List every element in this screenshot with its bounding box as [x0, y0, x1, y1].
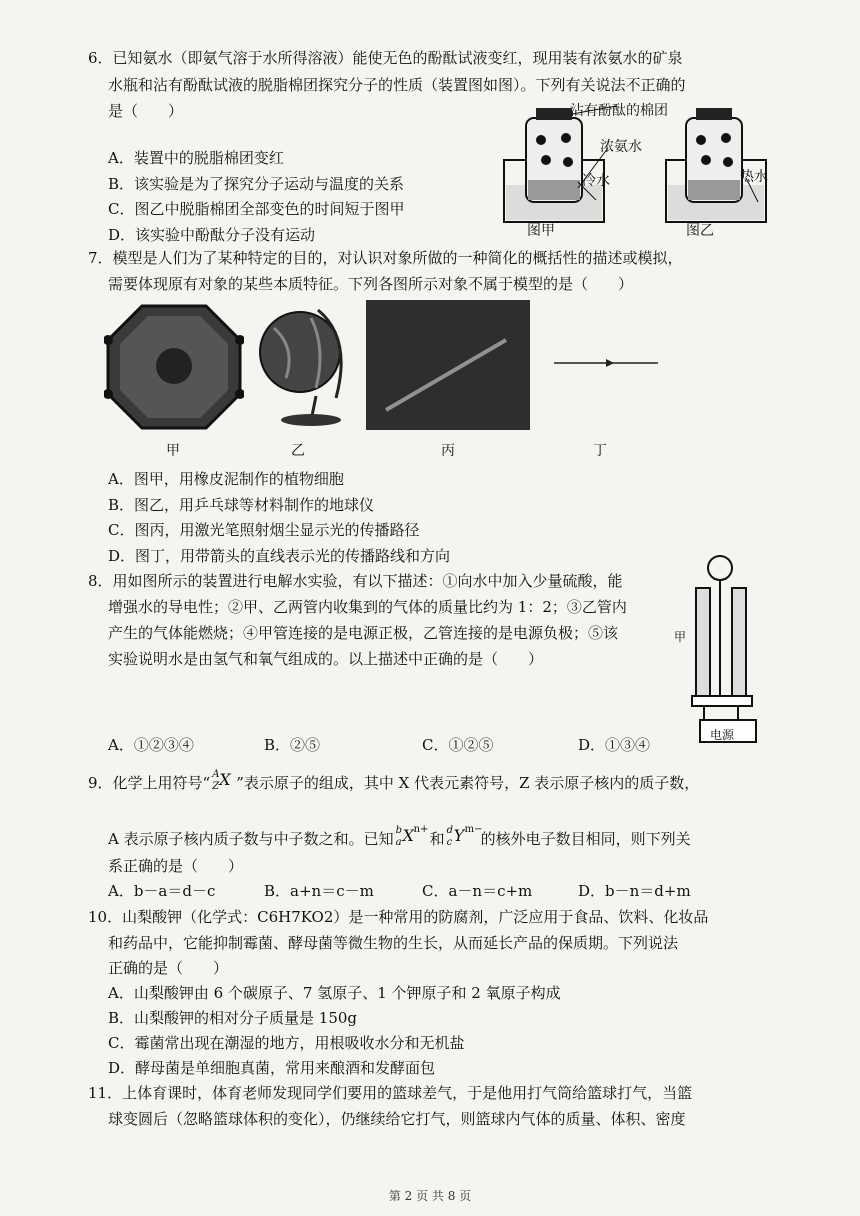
q9-line-1-end: ”表示原子的组成，其中 X 代表元素符号，Z 表示原子核内的质子数， [236, 774, 700, 792]
q7-option-b: B．图乙，用乒乓球等材料制作的地球仪 [108, 496, 375, 514]
q6-option-a: A．装置中的脱脂棉团变红 [108, 149, 284, 167]
q9-option-c: C．a－n＝c+m [422, 882, 533, 900]
q6-line-1: 6．已知氨水（即氨气溶于水所得溶液）能使无色的酚酞试液变红，现用装有浓氨水的矿泉 [88, 49, 683, 67]
q9-line-1 [88, 770, 699, 796]
plant-cell-model-image [104, 298, 244, 434]
electrolysis-apparatus-diagram [676, 548, 776, 748]
q7-label-ding: 丁 [593, 443, 607, 459]
q6-option-c: C．图乙中脱脂棉团全部变色的时间短于图甲 [108, 200, 405, 218]
q6-label-fig-jia: 图甲 [527, 223, 555, 239]
q7-label-bing: 丙 [441, 443, 455, 459]
q10-option-a: A．山梨酸钾由 6 个碳原子、7 氢原子、1 个钾原子和 2 氧原子构成 [108, 984, 561, 1002]
q11-line-2: 球变圆后（忽略篮球体积的变化），仍继续给它打气，则篮球内气体的质量、体积、密度 [108, 1110, 686, 1128]
q10-line-1: 10．山梨酸钾（化学式：C6H7KO2）是一种常用的防腐剂，广泛应用于食品、饮料、化妆品 [88, 908, 709, 926]
q7-option-c: C．图丙，用激光笔照射烟尘显示光的传播路径 [108, 521, 420, 539]
q6-line-3: 是（ ） [108, 102, 184, 120]
globe-model-image [256, 298, 356, 434]
q11-line-1: 11．上体育课时，体育老师发现同学们要用的篮球差气，于是他用打气筒给篮球打气，当篮 [88, 1084, 693, 1102]
ion-symbol-y: d c Y m− [446, 824, 483, 848]
q6-label-cold-water: 冷水 [582, 173, 610, 189]
q8-line-4: 实验说明水是由氢气和氧气组成的。以上描述中正确的是（ ） [108, 650, 544, 668]
q9-option-d: D．b－n＝d+m [578, 882, 691, 900]
q9-line-2-and: 和 [429, 830, 445, 848]
q8-option-b: B．②⑤ [264, 736, 321, 754]
q7-label-jia: 甲 [166, 443, 180, 459]
q6-option-d: D．该实验中酚酞分子没有运动 [108, 226, 316, 244]
q6-label-cotton: 沾有酚酞的棉团 [570, 103, 668, 119]
q7-line-1: 7．模型是人们为了某种特定的目的，对认识对象所做的一种简化的概括性的描述或模拟， [88, 249, 683, 267]
q6-label-hot-water: 热水 [740, 169, 768, 185]
q10-option-c: C．霉菌常出现在潮湿的地方，用根吸收水分和无机盐 [108, 1034, 465, 1052]
q6-label-fig-yi: 图乙 [686, 223, 714, 239]
q9-line-2-end: 的核外电子数目相同，则下列关 [480, 830, 691, 848]
q8-line-2: 增强水的导电性；②甲、乙两管内收集到的气体的质量比约为 1：2；③乙管内 [108, 598, 627, 616]
q8-option-d: D．①③④ [578, 736, 651, 754]
q9-option-a: A．b－a＝d－c [108, 882, 216, 900]
q6-label-ammonia: 浓氨水 [600, 139, 642, 155]
q9-line-2-start: A 表示原子核内质子数与中子数之和。已知 [108, 830, 394, 848]
q6-option-b: B．该实验是为了探究分子运动与温度的关系 [108, 175, 405, 193]
q8-line-3: 产生的气体能燃烧；④甲管连接的是电源正极，乙管连接的是电源负极；⑤该 [108, 624, 619, 642]
q9-line-3: 系正确的是（ ） [108, 857, 244, 875]
q8-label-power: 电源 [710, 728, 735, 742]
q10-option-d: D．酵母菌是单细胞真菌，常用来酿酒和发酵面包 [108, 1059, 436, 1077]
q7-option-a: A．图甲，用橡皮泥制作的植物细胞 [108, 470, 344, 488]
q6-line-2: 水瓶和沾有酚酞试液的脱脂棉团探究分子的性质（装置图如图）。下列有关说法不正确的 [108, 76, 686, 94]
q9-line-1-start: 9．化学上用符号“ [88, 774, 211, 792]
q8-label-jia: 甲 [674, 630, 687, 644]
laser-smoke-image [366, 300, 530, 430]
q9-line-2 [108, 826, 691, 852]
q10-line-2: 和药品中，它能抑制霉菌、酵母菌等微生物的生长，从而延长产品的保质期。下列说法 [108, 934, 679, 952]
q7-option-d: D．图丁，用带箭头的直线表示光的传播路线和方向 [108, 547, 451, 565]
q10-line-3: 正确的是（ ） [108, 959, 229, 977]
q8-option-a: A．①②③④ [108, 736, 194, 754]
light-ray-arrow-image [552, 356, 662, 370]
ion-symbol-x: b a X n+ [395, 824, 429, 848]
isotope-symbol-azx: A Z X [212, 769, 231, 792]
q8-option-c: C．①②⑤ [422, 736, 494, 754]
q7-label-yi: 乙 [291, 443, 305, 459]
q7-line-2: 需要体现原有对象的某些本质特征。下列各图所示对象不属于模型的是（ ） [108, 275, 634, 293]
q10-option-b: B．山梨酸钾的相对分子质量是 150g [108, 1009, 358, 1027]
page-footer: 第 2 页 共 8 页 [388, 1189, 472, 1203]
q8-line-1: 8．用如图所示的装置进行电解水实验，有以下描述：①向水中加入少量硫酸，能 [88, 572, 623, 590]
q9-option-b: B．a+n＝c－m [264, 882, 374, 900]
